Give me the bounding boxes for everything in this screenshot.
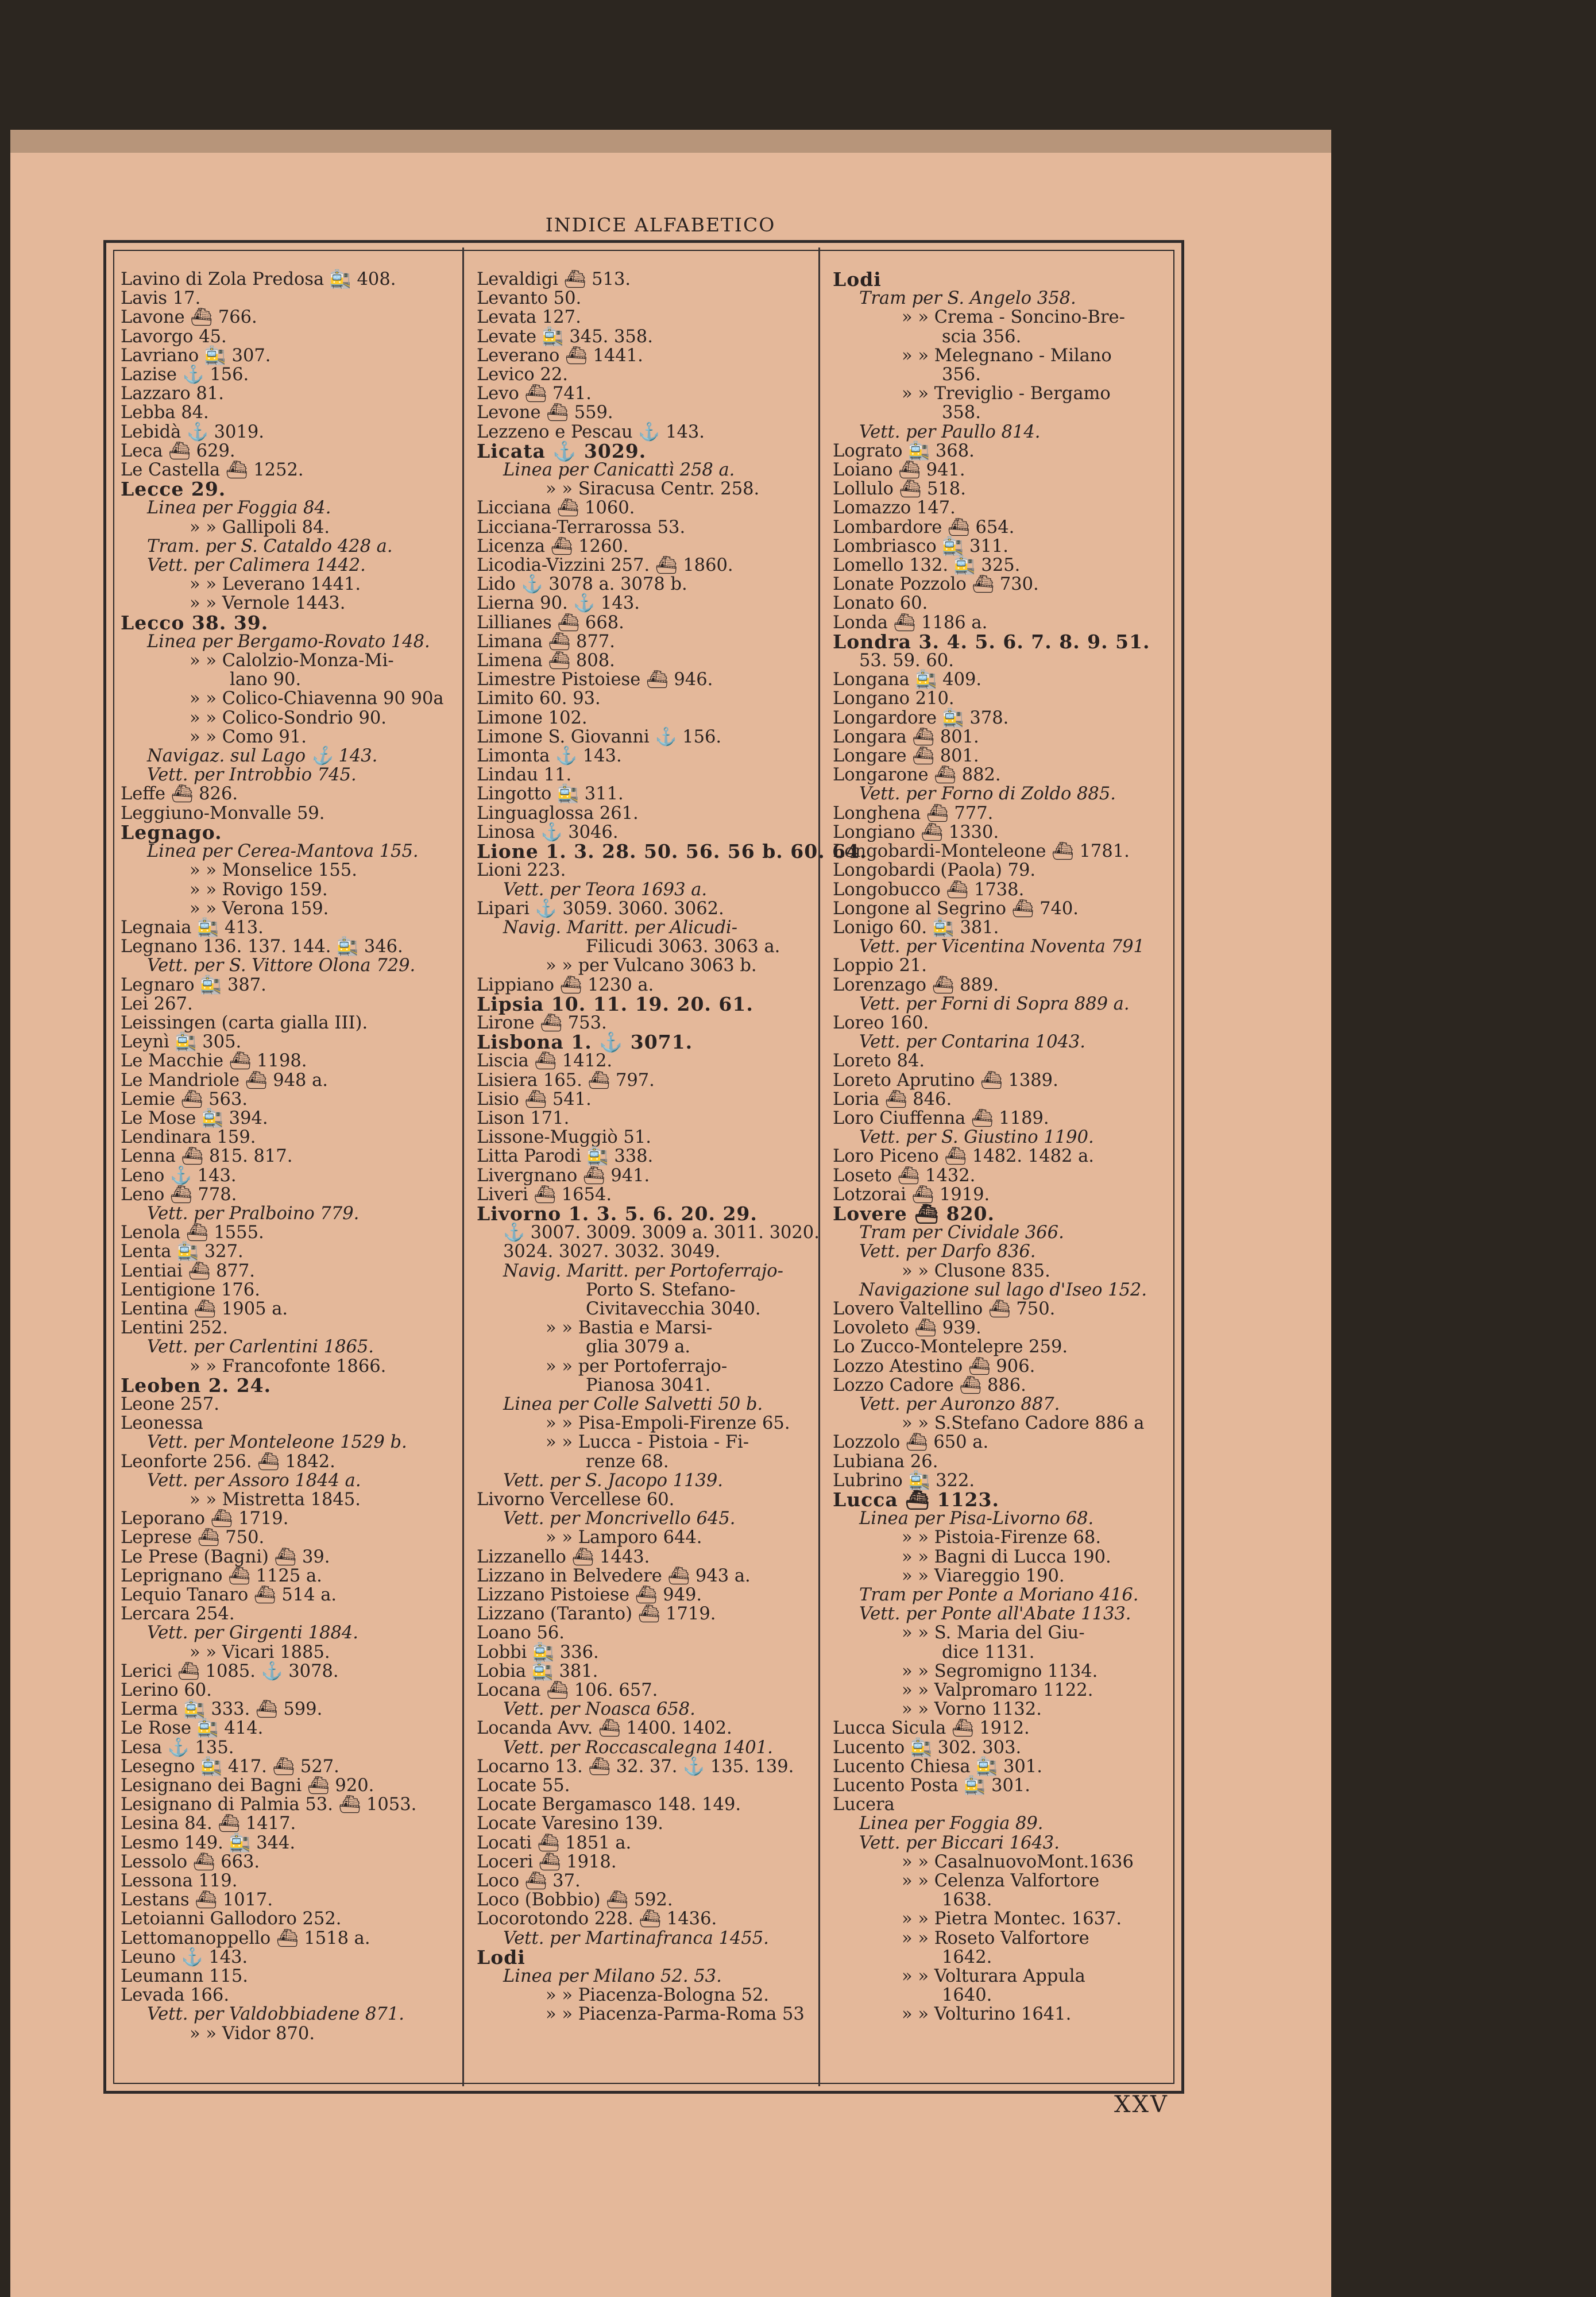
index-entry: Lezzeno e Pescau ⚓ 143. xyxy=(477,421,705,442)
index-entry: Linea per Pisa-Livorno 68. xyxy=(859,1509,1094,1529)
index-entry: Lenola ⛴ 1555. xyxy=(121,1223,264,1243)
index-entry: Loano 56. xyxy=(477,1623,565,1644)
index-entry: Longhena ⛴ 777. xyxy=(833,803,994,823)
index-entry: Lerici ⛴ 1085. ⚓ 3078. xyxy=(121,1661,339,1681)
index-entry: Lesignano di Palmia 53. ⛴ 1053. xyxy=(121,1795,417,1815)
index-entry: Longone al Segrino ⛴ 740. xyxy=(833,898,1079,919)
index-entry: Limone S. Giovanni ⚓ 156. xyxy=(477,726,722,747)
index-entry: 53. 59. 60. xyxy=(859,651,954,671)
index-entry: Leonessa xyxy=(121,1413,203,1434)
index-entry: Leca ⛴ 629. xyxy=(121,440,235,461)
index-entry: Lipari ⚓ 3059. 3060. 3062. xyxy=(477,898,724,919)
index-entry: Navigaz. sul Lago ⚓ 143. xyxy=(147,746,378,767)
index-entry: Leonforte 256. ⛴ 1842. xyxy=(121,1451,335,1472)
index-entry: Leoben 2. 24. xyxy=(121,1374,272,1397)
index-entry: » » Vernole 1443. xyxy=(190,593,346,614)
index-entry: Lestans ⛴ 1017. xyxy=(121,1890,273,1911)
index-entry: Levo ⛴ 741. xyxy=(477,384,592,404)
index-entry: Vett. per S. Jacopo 1139. xyxy=(503,1470,723,1491)
index-entry: Vett. per Pralboino 779. xyxy=(147,1203,360,1224)
index-entry: Livorno Vercellese 60. xyxy=(477,1490,675,1510)
index-entry: Lavriano 🚉 307. xyxy=(121,345,271,366)
index-entry: » » Treviglio - Bergamo xyxy=(902,384,1111,404)
index-entry: Lesmo 149. 🚉 344. xyxy=(121,1832,296,1853)
index-entry: Leone 257. xyxy=(121,1394,219,1414)
index-entry: Levanto 50. xyxy=(477,288,582,309)
index-entry: Londra 3. 4. 5. 6. 7. 8. 9. 51. xyxy=(833,630,1150,653)
index-entry: Lozzo Atestino ⛴ 906. xyxy=(833,1356,1035,1376)
index-entry: Vett. per Roccascalegna 1401. xyxy=(503,1737,773,1758)
index-entry: Linea per Foggia 84. xyxy=(147,498,331,519)
index-entry: Porto S. Stefano- xyxy=(586,1279,736,1300)
index-entry: » » Segromigno 1134. xyxy=(902,1661,1098,1681)
index-entry: Leffe ⛴ 826. xyxy=(121,784,238,805)
index-entry: Vett. per Paullo 814. xyxy=(859,421,1041,442)
index-entry: Lipsia 10. 11. 19. 20. 61. xyxy=(477,992,753,1015)
index-entry: Lendinara 159. xyxy=(121,1127,256,1148)
index-entry: Filicudi 3063. 3063 a. xyxy=(586,937,780,957)
index-entry: Livorno 1. 3. 5. 6. 20. 29. xyxy=(477,1202,758,1225)
index-entry: Levate 🚉 345. 358. xyxy=(477,326,653,347)
index-entry: Lei 267. xyxy=(121,993,193,1014)
index-entry: Longiano ⛴ 1330. xyxy=(833,822,999,842)
index-entry: dice 1131. xyxy=(942,1642,1035,1662)
index-entry: Vett. per Moncrivello 645. xyxy=(503,1509,736,1529)
index-entry: Lido ⚓ 3078 a. 3078 b. xyxy=(477,574,687,595)
index-entry: Loceri ⛴ 1918. xyxy=(477,1851,617,1872)
index-entry: Lentina ⛴ 1905 a. xyxy=(121,1298,288,1319)
index-entry: » » Francofonte 1866. xyxy=(190,1356,387,1376)
index-entry: Pianosa 3041. xyxy=(586,1375,711,1395)
index-entry: Lison 171. xyxy=(477,1108,570,1128)
index-entry: Locarno 13. ⛴ 32. 37. ⚓ 135. 139. xyxy=(477,1756,794,1777)
index-entry: Vett. per Carlentini 1865. xyxy=(147,1337,374,1358)
index-entry: Leprignano ⛴ 1125 a. xyxy=(121,1565,322,1586)
index-entry: Lorenzago ⛴ 889. xyxy=(833,975,999,995)
index-entry: Lerino 60. xyxy=(121,1680,212,1701)
index-entry: » » Melegnano - Milano xyxy=(902,345,1112,366)
index-entry: Lentiai ⛴ 877. xyxy=(121,1260,255,1281)
index-entry: Levada 166. xyxy=(121,1985,230,2006)
index-column-1 xyxy=(121,270,459,2043)
index-entry: Lissone-Muggiò 51. xyxy=(477,1127,651,1148)
index-entry: Limito 60. 93. xyxy=(477,689,601,709)
index-entry: Longardore 🚉 378. xyxy=(833,707,1009,728)
index-entry: 1638. xyxy=(942,1890,992,1911)
index-entry: Longarone ⛴ 882. xyxy=(833,765,1001,786)
index-entry: Licenza ⛴ 1260. xyxy=(477,536,629,556)
index-entry: 1642. xyxy=(942,1947,992,1967)
index-entry: » » Siracusa Centr. 258. xyxy=(546,479,760,500)
index-entry: Longara ⛴ 801. xyxy=(833,726,979,747)
index-entry: Londa ⛴ 1186 a. xyxy=(833,612,988,633)
index-entry: Locate 55. xyxy=(477,1776,570,1796)
index-entry: Lessolo ⛴ 663. xyxy=(121,1851,260,1872)
index-entry: » » Pietra Montec. 1637. xyxy=(902,1909,1122,1929)
index-entry: Limestre Pistoiese ⛴ 946. xyxy=(477,670,713,690)
index-entry: Lavorgo 45. xyxy=(121,326,227,347)
index-entry: Loria ⛴ 846. xyxy=(833,1089,952,1109)
index-entry: Vett. per S. Giustino 1190. xyxy=(859,1127,1094,1148)
index-entry: » » Vicari 1885. xyxy=(190,1642,330,1662)
index-entry: Lenna ⛴ 815. 817. xyxy=(121,1146,293,1167)
index-entry: Navig. Maritt. per Portoferrajo- xyxy=(503,1260,783,1281)
index-entry: Lucca ⛴ 1123. xyxy=(833,1488,999,1511)
index-entry: Legnano 136. 137. 144. 🚉 346. xyxy=(121,937,403,957)
index-entry: renze 68. xyxy=(586,1451,669,1472)
index-entry: Civitavecchia 3040. xyxy=(586,1298,761,1319)
index-entry: Legnago. xyxy=(121,821,222,844)
index-entry: Lecce 29. xyxy=(121,478,226,501)
index-entry: Loppio 21. xyxy=(833,956,927,976)
index-entry: Leynì 🚉 305. xyxy=(121,1032,242,1053)
index-entry: Vett. per Assoro 1844 a. xyxy=(147,1470,361,1491)
index-entry: Lozzo Cadore ⛴ 886. xyxy=(833,1375,1026,1395)
index-entry: Lobbi 🚉 336. xyxy=(477,1642,599,1662)
index-entry: Vett. per Calimera 1442. xyxy=(147,555,366,576)
index-entry: Lobia 🚉 381. xyxy=(477,1661,598,1681)
index-entry: Lisio ⛴ 541. xyxy=(477,1089,592,1109)
index-entry: Lonate Pozzolo ⛴ 730. xyxy=(833,574,1039,595)
index-entry: Lebidà ⚓ 3019. xyxy=(121,421,264,442)
page-header: INDICE ALFABETICO xyxy=(545,214,776,236)
index-entry: Longana 🚉 409. xyxy=(833,670,982,690)
index-entry: » » Como 91. xyxy=(190,726,307,747)
index-entry: » » Lamporo 644. xyxy=(546,1528,702,1548)
index-entry: Lentini 252. xyxy=(121,1318,228,1339)
index-entry: Linea per Canicattì 258 a. xyxy=(503,460,735,481)
index-entry: Vett. per Auronzo 887. xyxy=(859,1394,1060,1414)
index-entry: Linea per Bergamo-Rovato 148. xyxy=(147,631,430,652)
index-entry: Vett. per Monteleone 1529 b. xyxy=(147,1432,407,1453)
index-entry: scia 356. xyxy=(942,326,1022,347)
index-entry: Lerma 🚉 333. ⛴ 599. xyxy=(121,1699,323,1720)
index-entry: lano 90. xyxy=(230,670,302,690)
index-entry: 3024. 3027. 3032. 3049. xyxy=(503,1242,721,1262)
index-entry: Navig. Maritt. per Alicudi- xyxy=(503,917,738,938)
index-entry: Lizzanello ⛴ 1443. xyxy=(477,1546,650,1567)
index-entry: Levico 22. xyxy=(477,365,568,385)
index-entry: Lione 1. 3. 28. 50. 56. 56 b. 60. 64. xyxy=(477,840,867,863)
index-entry: Lindau 11. xyxy=(477,765,572,786)
index-entry: ⚓ 3007. 3009. 3009 a. 3011. 3020. xyxy=(503,1223,820,1243)
index-entry: Lonigo 60. 🚉 381. xyxy=(833,917,999,938)
index-entry: Le Mose 🚉 394. xyxy=(121,1108,268,1128)
index-entry: Limana ⛴ 877. xyxy=(477,631,615,652)
page-number: XXV xyxy=(1114,2091,1169,2118)
index-entry: Lombardore ⛴ 654. xyxy=(833,517,1015,537)
index-entry: Loreo 160. xyxy=(833,1012,929,1033)
index-entry: Lippiano ⛴ 1230 a. xyxy=(477,975,654,995)
index-entry: Vett. per Girgenti 1884. xyxy=(147,1623,358,1644)
index-entry: Loreto 84. xyxy=(833,1051,925,1072)
index-entry: Liscia ⛴ 1412. xyxy=(477,1051,613,1072)
index-entry: Liveri ⛴ 1654. xyxy=(477,1184,612,1205)
index-entry: » » Gallipoli 84. xyxy=(190,517,330,537)
index-entry: Loco ⛴ 37. xyxy=(477,1871,581,1892)
index-entry: Lucera xyxy=(833,1795,895,1815)
index-entry: Navigazione sul lago d'Iseo 152. xyxy=(859,1279,1147,1300)
index-entry: Litta Parodi 🚉 338. xyxy=(477,1146,654,1167)
index-entry: » » Verona 159. xyxy=(190,898,329,919)
index-entry: Vett. per Darfo 836. xyxy=(859,1242,1036,1262)
index-entry: Levone ⛴ 559. xyxy=(477,403,613,423)
index-entry: Vett. per Noasca 658. xyxy=(503,1699,695,1720)
index-entry: Leverano ⛴ 1441. xyxy=(477,345,643,366)
index-entry: Locate Bergamasco 148. 149. xyxy=(477,1795,741,1815)
index-entry: Lisiera 165. ⛴ 797. xyxy=(477,1070,655,1091)
index-entry: Vett. per Teora 1693 a. xyxy=(503,879,708,900)
index-entry: » » CasalnuovoMont.1636 xyxy=(902,1851,1134,1872)
index-entry: Lierna 90. ⚓ 143. xyxy=(477,593,640,614)
index-entry: Lucento 🚉 302. 303. xyxy=(833,1737,1022,1758)
index-entry: Vett. per Valdobbiadene 871. xyxy=(147,2004,404,2025)
page-top-edge xyxy=(10,130,1331,153)
index-entry: » » Pisa-Empoli-Firenze 65. xyxy=(546,1413,790,1434)
index-entry: Legnaro 🚉 387. xyxy=(121,975,266,995)
index-entry: Leporano ⛴ 1719. xyxy=(121,1509,289,1529)
index-entry: Lomazzo 147. xyxy=(833,498,956,519)
index-entry: Linguaglossa 261. xyxy=(477,803,639,823)
index-entry: Lizzano (Taranto) ⛴ 1719. xyxy=(477,1604,716,1625)
index-entry: Locanda Avv. ⛴ 1400. 1402. xyxy=(477,1718,732,1739)
index-entry: » » per Portoferrajo- xyxy=(546,1356,728,1376)
index-entry: Lovere ⛴ 820. xyxy=(833,1202,995,1225)
index-entry: Tram per Ponte a Moriano 416. xyxy=(859,1585,1139,1606)
index-entry: Lisbona 1. ⚓ 3071. xyxy=(477,1031,693,1054)
index-entry: » » Clusone 835. xyxy=(902,1260,1050,1281)
index-entry: Lucca Sicula ⛴ 1912. xyxy=(833,1718,1030,1739)
index-entry: Lavone ⛴ 766. xyxy=(121,307,257,328)
index-entry: Longano 210. xyxy=(833,689,954,709)
index-entry: 1640. xyxy=(942,1985,992,2006)
index-entry: » » Viareggio 190. xyxy=(902,1565,1065,1586)
index-entry: Lesegno 🚉 417. ⛴ 527. xyxy=(121,1756,339,1777)
index-entry: » » Lucca - Pistoia - Fi- xyxy=(546,1432,749,1453)
index-entry: Leumann 115. xyxy=(121,1966,248,1987)
index-entry: Livergnano ⛴ 941. xyxy=(477,1165,650,1186)
index-entry: Leuno ⚓ 143. xyxy=(121,1947,248,1967)
index-entry: Vett. per Ponte all'Abate 1133. xyxy=(859,1604,1131,1625)
index-entry: Lesina 84. ⛴ 1417. xyxy=(121,1813,296,1834)
index-entry: » » Roseto Valfortore xyxy=(902,1928,1089,1948)
index-entry: Linea per Colle Salvetti 50 b. xyxy=(503,1394,763,1414)
index-entry: Lonato 60. xyxy=(833,593,928,614)
index-entry: Lioni 223. xyxy=(477,860,566,881)
index-entry: Licata ⚓ 3029. xyxy=(477,439,647,462)
index-entry: Lavis 17. xyxy=(121,288,201,309)
index-entry: Lenta 🚉 327. xyxy=(121,1242,244,1262)
index-entry: Licciana ⛴ 1060. xyxy=(477,498,635,519)
index-entry: Lequio Tanaro ⛴ 514 a. xyxy=(121,1585,337,1606)
index-entry: Leprese ⛴ 750. xyxy=(121,1528,265,1548)
column-divider-2 xyxy=(818,248,820,2086)
index-entry: Levaldigi ⛴ 513. xyxy=(477,269,631,289)
index-entry: Lollulo ⛴ 518. xyxy=(833,479,966,500)
index-entry: Locana ⛴ 106. 657. xyxy=(477,1680,658,1701)
index-entry: glia 3079 a. xyxy=(586,1337,691,1358)
index-entry: Tram per S. Angelo 358. xyxy=(859,288,1076,309)
index-entry: Linea per Milano 52. 53. xyxy=(503,1966,722,1987)
index-entry: Lotzorai ⛴ 1919. xyxy=(833,1184,990,1205)
index-entry: 358. xyxy=(942,403,981,423)
index-entry: » » S. Maria del Giu- xyxy=(902,1623,1085,1644)
index-entry: » » Vorno 1132. xyxy=(902,1699,1042,1720)
index-entry: » » Mistretta 1845. xyxy=(190,1490,361,1510)
index-entry: Lomello 132. 🚉 325. xyxy=(833,555,1021,576)
index-entry: Lograto 🚉 368. xyxy=(833,440,975,461)
index-entry: Lentigione 176. xyxy=(121,1279,260,1300)
index-entry: Limena ⛴ 808. xyxy=(477,651,615,671)
index-entry: » » Piacenza-Bologna 52. xyxy=(546,1985,769,2006)
index-entry: Lubrino 🚉 322. xyxy=(833,1470,975,1491)
index-entry: Le Castella ⛴ 1252. xyxy=(121,460,304,481)
index-entry: Loreto Aprutino ⛴ 1389. xyxy=(833,1070,1058,1091)
column-divider-1 xyxy=(462,248,464,2086)
index-entry: » » Pistoia-Firenze 68. xyxy=(902,1528,1102,1548)
index-entry: » » Colico-Sondrio 90. xyxy=(190,707,387,728)
index-entry: Tram. per S. Cataldo 428 a. xyxy=(147,536,393,556)
index-entry: Le Prese (Bagni) ⛴ 39. xyxy=(121,1546,330,1567)
index-entry: » » Volturara Appula xyxy=(902,1966,1085,1987)
index-entry: 356. xyxy=(942,365,981,385)
index-entry: Lo Zucco-Montelepre 259. xyxy=(833,1337,1068,1358)
index-entry: » » Leverano 1441. xyxy=(190,574,361,595)
index-entry: » » Bagni di Lucca 190. xyxy=(902,1546,1111,1567)
index-entry: Levata 127. xyxy=(477,307,581,328)
index-entry: Vett. per Martinafranca 1455. xyxy=(503,1928,769,1948)
index-entry: Lavino di Zola Predosa 🚉 408. xyxy=(121,269,396,289)
index-entry: Lesa ⚓ 135. xyxy=(121,1737,234,1758)
index-entry: Lucento Chiesa 🚉 301. xyxy=(833,1756,1042,1777)
index-entry: Loco (Bobbio) ⛴ 592. xyxy=(477,1890,673,1911)
index-entry: Linea per Foggia 89. xyxy=(859,1813,1044,1834)
index-entry: Letoianni Gallodoro 252. xyxy=(121,1909,342,1929)
index-entry: Licciana-Terrarossa 53. xyxy=(477,517,686,537)
index-entry: Locati ⛴ 1851 a. xyxy=(477,1832,632,1853)
index-entry: » » Volturino 1641. xyxy=(902,2004,1072,2025)
index-entry: Vett. per Introbbio 745. xyxy=(147,765,357,786)
index-entry: » » per Vulcano 3063 b. xyxy=(546,956,757,976)
index-entry: Legnaia 🚉 413. xyxy=(121,917,264,938)
index-entry: Lercara 254. xyxy=(121,1604,235,1625)
index-entry: » » Celenza Valfortore xyxy=(902,1871,1100,1892)
index-entry: Lemie ⛴ 563. xyxy=(121,1089,248,1109)
index-entry: Linea per Cerea-Mantova 155. xyxy=(147,841,419,862)
index-entry: Longobardi (Paola) 79. xyxy=(833,860,1036,881)
index-entry: Licodia-Vizzini 257. ⛴ 1860. xyxy=(477,555,733,576)
index-entry: Lizzano Pistoiese ⛴ 949. xyxy=(477,1585,702,1606)
index-entry: Lombriasco 🚉 311. xyxy=(833,536,1008,556)
index-entry: Loro Ciuffenna ⛴ 1189. xyxy=(833,1108,1049,1128)
index-entry: Lessona 119. xyxy=(121,1871,238,1892)
index-entry: » » Vidor 870. xyxy=(190,2023,315,2044)
index-entry: Leggiuno-Monvalle 59. xyxy=(121,803,325,823)
index-entry: Lizzano in Belvedere ⛴ 943 a. xyxy=(477,1565,751,1586)
index-entry: » » Piacenza-Parma-Roma 53 xyxy=(546,2004,805,2025)
index-entry: » » Rovigo 159. xyxy=(190,879,328,900)
index-entry: Le Mandriole ⛴ 948 a. xyxy=(121,1070,328,1091)
index-column-3 xyxy=(833,270,1172,2024)
index-entry: Locorotondo 228. ⛴ 1436. xyxy=(477,1909,717,1929)
index-entry: Vett. per Biccari 1643. xyxy=(859,1832,1060,1853)
index-entry: Loiano ⛴ 941. xyxy=(833,460,965,481)
index-entry: Loro Piceno ⛴ 1482. 1482 a. xyxy=(833,1146,1094,1167)
index-entry: Tram per Cividale 366. xyxy=(859,1223,1064,1243)
index-entry: Linosa ⚓ 3046. xyxy=(477,822,619,842)
index-entry: Lazzaro 81. xyxy=(121,384,224,404)
index-entry: » » Valpromaro 1122. xyxy=(902,1680,1093,1701)
index-entry: Lovoleto ⛴ 939. xyxy=(833,1318,981,1339)
index-entry: Le Rose 🚉 414. xyxy=(121,1718,264,1739)
index-entry: » » Monselice 155. xyxy=(190,860,357,881)
index-entry: Lozzolo ⛴ 650 a. xyxy=(833,1432,989,1453)
index-entry: Lubiana 26. xyxy=(833,1451,938,1472)
index-entry: » » Bastia e Marsi- xyxy=(546,1318,713,1339)
index-entry: Lesignano dei Bagni ⛴ 920. xyxy=(121,1776,374,1796)
index-entry: Limonta ⚓ 143. xyxy=(477,746,622,767)
index-entry: Vett. per Forno di Zoldo 885. xyxy=(859,784,1116,805)
index-entry: Lebba 84. xyxy=(121,403,209,423)
index-entry: » » Calolzio-Monza-Mi- xyxy=(190,651,394,671)
index-entry: Lazise ⚓ 156. xyxy=(121,365,249,385)
index-entry: Le Macchie ⛴ 1198. xyxy=(121,1051,307,1072)
index-entry: Longobucco ⛴ 1738. xyxy=(833,879,1025,900)
index-entry: Lillianes ⛴ 668. xyxy=(477,612,624,633)
index-entry: Lodi xyxy=(477,1946,525,1969)
index-entry: Limone 102. xyxy=(477,707,588,728)
index-entry: Lirone ⛴ 753. xyxy=(477,1012,607,1033)
index-entry: » » S.Stefano Cadore 886 a xyxy=(902,1413,1145,1434)
index-entry: Vett. per Contarina 1043. xyxy=(859,1032,1085,1053)
index-entry: Leissingen (carta gialla III). xyxy=(121,1012,368,1033)
index-entry: Lovero Valtellino ⛴ 750. xyxy=(833,1298,1056,1319)
index-entry: Leno ⛴ 778. xyxy=(121,1184,237,1205)
index-entry: Lettomanoppello ⛴ 1518 a. xyxy=(121,1928,370,1948)
index-entry: Longare ⛴ 801. xyxy=(833,746,979,767)
index-entry: Lingotto 🚉 311. xyxy=(477,784,624,805)
index-entry: Longobardi-Monteleone ⛴ 1781. xyxy=(833,841,1130,862)
index-entry: Lodi xyxy=(833,268,882,291)
index-entry: Vett. per Vicentina Noventa 791 xyxy=(859,937,1145,957)
index-entry: Leno ⚓ 143. xyxy=(121,1165,237,1186)
index-entry: Vett. per Forni di Sopra 889 a. xyxy=(859,993,1130,1014)
index-entry: Lucento Posta 🚉 301. xyxy=(833,1776,1031,1796)
index-entry: » » Crema - Soncino-Bre- xyxy=(902,307,1125,328)
index-entry: Lecco 38. 39. xyxy=(121,611,269,634)
index-entry: Locate Varesino 139. xyxy=(477,1813,663,1834)
index-entry: Loseto ⛴ 1432. xyxy=(833,1165,976,1186)
index-entry: » » Colico-Chiavenna 90 90a xyxy=(190,689,444,709)
index-entry: Vett. per S. Vittore Olona 729. xyxy=(147,956,416,976)
